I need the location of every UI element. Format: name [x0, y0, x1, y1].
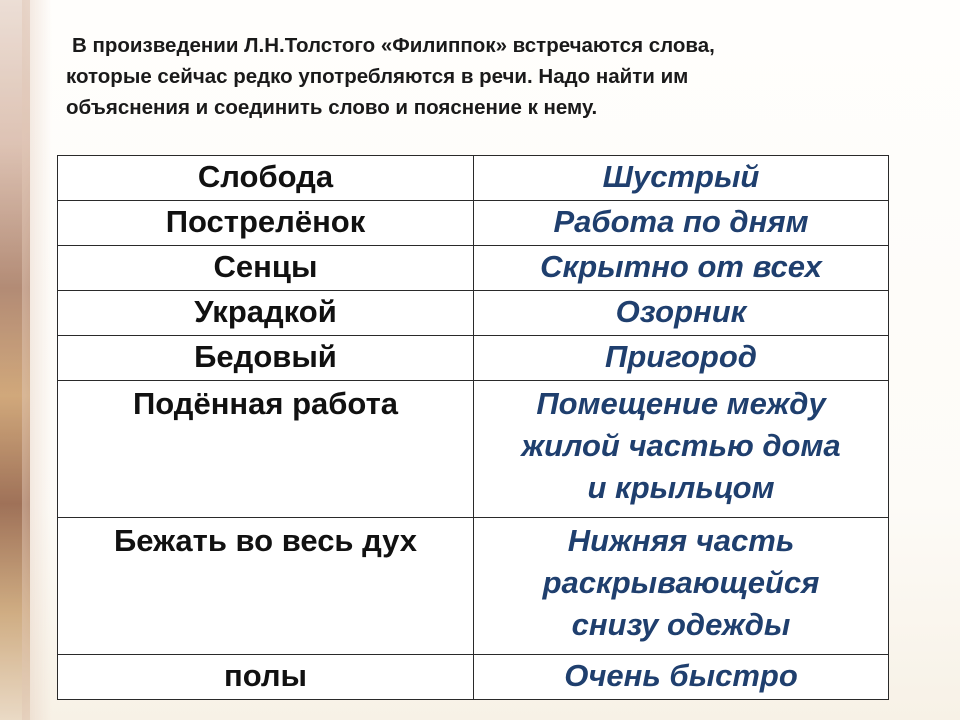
term-cell: Пострелёнок: [58, 201, 474, 246]
definition-line: Озорник: [615, 294, 747, 329]
table-row: [58, 156, 889, 201]
definition-cell: [474, 201, 889, 246]
definition-cell: [474, 336, 889, 381]
term-cell: полы: [58, 655, 474, 700]
term-cell: Украдкой: [58, 291, 474, 336]
table-row: [58, 201, 889, 246]
table-row: [58, 381, 889, 518]
definition-line: жилой частью дома: [521, 428, 841, 463]
table-row: [58, 291, 889, 336]
definition-line: Нижняя часть: [567, 523, 795, 558]
decorative-background-strip: [0, 0, 30, 720]
term-cell: Бедовый: [58, 336, 474, 381]
definition-cell: [474, 246, 889, 291]
definition-line: Пригород: [605, 339, 757, 374]
term-cell: Сенцы: [58, 246, 474, 291]
table-row: [58, 655, 889, 700]
definition-line: Очень быстро: [564, 658, 798, 693]
table-row: [58, 518, 889, 655]
instruction-line-1: В произведении Л.Н.Толстого «Филиппок» встречаются слова,: [72, 34, 715, 57]
definition-line: Работа по дням: [553, 204, 809, 239]
table-row: [58, 246, 889, 291]
definition-cell: [474, 156, 889, 201]
definition-line: раскрывающейся: [542, 565, 820, 600]
definition-line: Шустрый: [602, 159, 760, 194]
term-cell: Слобода: [58, 156, 474, 201]
definition-line: Помещение между: [536, 386, 826, 421]
table-row: [58, 336, 889, 381]
instruction-text: [66, 30, 926, 123]
definition-line: и крыльцом: [587, 470, 775, 505]
term-cell: Подённая работа: [58, 381, 474, 518]
definition-cell: [474, 381, 889, 518]
definition-cell: [474, 518, 889, 655]
instruction-line-3: объяснения и соединить слово и пояснение к нему.: [66, 96, 598, 119]
definition-cell: [474, 655, 889, 700]
definition-line: Скрытно от всех: [540, 249, 822, 284]
definition-line: снизу одежды: [571, 607, 791, 642]
definition-cell: [474, 291, 889, 336]
term-cell: Бежать во весь дух: [58, 518, 474, 655]
instruction-line-2: которые сейчас редко употребляются в речи. Надо найти им: [66, 65, 689, 88]
word-matching-table: [57, 155, 889, 700]
